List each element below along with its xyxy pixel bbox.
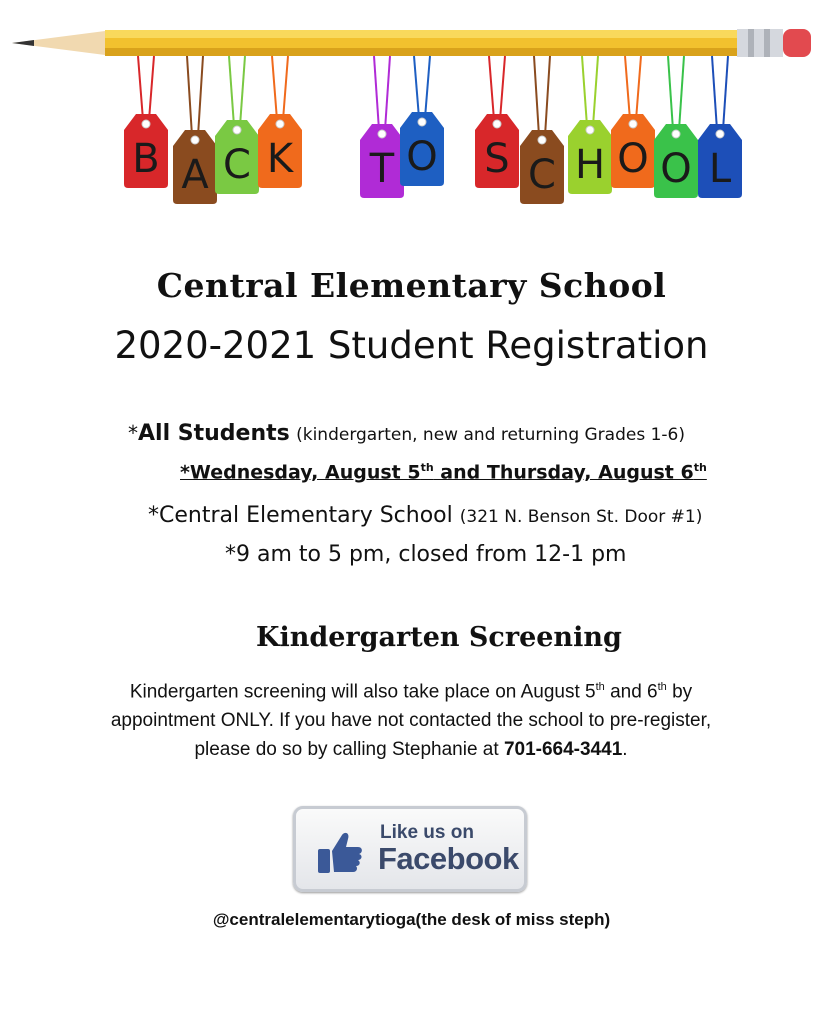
like-us-text: Like us on — [380, 822, 474, 843]
tag-hole — [191, 136, 199, 144]
all-students-label: All Students — [138, 421, 290, 446]
tag-string — [149, 56, 154, 120]
all-students-line — [128, 421, 685, 446]
tag-letter: O — [617, 136, 649, 182]
tag-letter: S — [484, 136, 510, 182]
para-text-1: Kindergarten screening will also take place on August 5 — [129, 681, 596, 703]
hours-line: *9 am to 5 pm, closed from 12-1 pm — [225, 542, 627, 567]
tag-letter: A — [181, 152, 209, 198]
tag-letter: K — [266, 136, 294, 182]
grades-note: (kindergarten, new and returning Grades 1-6) — [296, 425, 686, 445]
location-address: (321 N. Benson St. Door #1) — [459, 507, 703, 527]
tag-string — [229, 56, 234, 126]
tag-string — [534, 56, 539, 136]
location-line — [148, 503, 702, 528]
tag-string — [593, 56, 598, 126]
para-text-4: . — [622, 739, 628, 761]
para-sup-1: th — [595, 681, 605, 693]
date-text-2: and Thursday, August 6 — [433, 461, 694, 484]
kindergarten-paragraph — [100, 673, 722, 764]
para-sup-2: th — [657, 681, 667, 693]
registration-dates — [180, 461, 707, 483]
facebook-handle: @centralelementarytioga(the desk of miss steph) — [212, 910, 611, 929]
tag-hole — [233, 126, 241, 134]
tag-string — [425, 56, 430, 118]
tag-string — [636, 56, 641, 120]
tag-letter: H — [574, 142, 606, 188]
tag-letter: C — [528, 152, 556, 198]
tag-hole — [586, 126, 594, 134]
tag-string — [414, 56, 419, 118]
date-sup-2: th — [693, 461, 707, 474]
tag-string — [385, 56, 390, 130]
tag-letter: B — [132, 136, 160, 182]
thumbs-up-icon — [316, 829, 364, 875]
tag-string — [138, 56, 143, 120]
tag-letter: O — [660, 146, 692, 192]
tag-letter: O — [406, 134, 438, 180]
location-name: *Central Elementary School — [148, 503, 453, 528]
phone-number: 701-664-3441 — [503, 739, 623, 761]
tag-string — [283, 56, 288, 120]
bullet-star: * — [128, 421, 138, 445]
tag-string — [198, 56, 203, 136]
pencil-icon — [12, 29, 811, 57]
tag-hole — [378, 130, 386, 138]
tag-hole — [629, 120, 637, 128]
tag-string — [374, 56, 379, 130]
tag-string — [668, 56, 673, 130]
tag-string — [500, 56, 505, 120]
tag-string — [679, 56, 684, 130]
tag-hole — [672, 130, 680, 138]
date-sup-1: th — [420, 461, 434, 474]
tag-hole — [493, 120, 501, 128]
tag-hole — [142, 120, 150, 128]
tag-string — [187, 56, 192, 136]
registration-title: 2020-2021 Student Registration — [114, 324, 709, 367]
tag-string — [582, 56, 587, 126]
back-to-school-banner — [0, 0, 823, 230]
tag-string — [272, 56, 277, 120]
tag-string — [712, 56, 717, 130]
facebook-like-button[interactable] — [293, 806, 527, 892]
para-text-3: by appointment ONLY. If you have not contacted the school to pre-register, please do so by calling Stephanie at — [110, 681, 712, 761]
tag-letter: C — [223, 142, 251, 188]
tag-hole — [538, 136, 546, 144]
tag-hole — [276, 120, 284, 128]
date-text-1: *Wednesday, August 5 — [180, 461, 421, 484]
tag-string — [489, 56, 494, 120]
tag-letter: L — [708, 146, 732, 192]
tag-hole — [418, 118, 426, 126]
kindergarten-heading: Kindergarten Screening — [256, 622, 622, 653]
tag-hole — [716, 130, 724, 138]
tag-string — [723, 56, 728, 130]
tag-string — [240, 56, 245, 126]
facebook-text: Facebook — [378, 841, 519, 876]
tag-string — [625, 56, 630, 120]
para-text-2: and 6 — [604, 681, 658, 703]
school-name: Central Elementary School — [156, 266, 667, 305]
tag-letter: T — [369, 146, 395, 192]
tag-string — [545, 56, 550, 136]
